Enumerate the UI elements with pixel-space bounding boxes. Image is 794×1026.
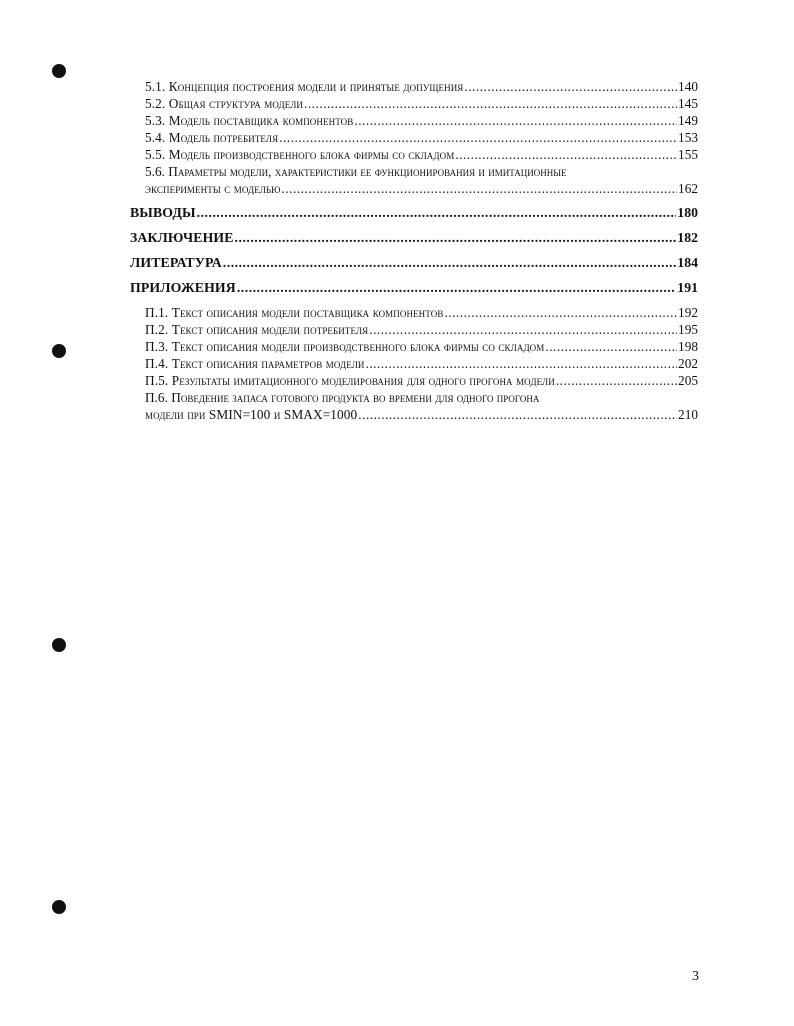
punch-hole-4 [52,900,66,914]
toc-entry-page: 162 [678,181,698,196]
toc-entry-title: ПРИЛОЖЕНИЯ [130,280,236,295]
toc-entry-page: 202 [678,356,698,371]
toc-entry-p6[interactable] [145,406,698,423]
toc-entry-page: 198 [678,339,698,354]
dot-leader [369,321,677,336]
toc-entry-p4[interactable] [145,355,698,372]
toc-entry-title: модели при SMIN=100 и SMAX=1000 [145,407,358,422]
toc-entry-title: П.2. Текст описания модели потребителя [145,322,369,337]
toc-entry-5-5[interactable] [145,146,698,163]
toc-entry-page: 205 [678,373,698,388]
toc-entry-5-4[interactable] [145,129,698,146]
dot-leader [358,406,677,421]
toc-entry-title: П.1. Текст описания модели поставщика компонентов [145,305,444,320]
toc-entry-p3[interactable] [145,338,698,355]
toc-entry-page: 180 [677,205,698,220]
toc-entry-p6-line1[interactable]: П.6. Поведение запаса готового продукта во времени для одного прогона [145,390,540,405]
punch-hole-1 [52,64,66,78]
dot-leader [464,78,677,93]
toc-entry-title: 5.1. Концепция построения модели и принятые допущения [145,79,464,94]
dot-leader [366,355,678,370]
toc-entry-conclusions[interactable] [130,204,698,221]
toc-entry-page: 192 [678,305,698,320]
toc-entry-p1[interactable] [145,304,698,321]
dot-leader [279,129,677,144]
toc-entry-title: 5.3. Модель поставщика компонентов [145,113,354,128]
toc-entry-page: 149 [678,113,698,128]
toc-entry-title: ЗАКЛЮЧЕНИЕ [130,230,234,245]
toc-entry-page: 195 [678,322,698,337]
toc-entry-title: 5.4. Модель потребителя [145,130,279,145]
page-number: 3 [692,969,699,984]
dot-leader [197,204,677,219]
dot-leader [304,95,677,110]
toc-entry-title: П.5. Результаты имитационного моделирования для одного прогона модели [145,373,555,388]
toc-entry-title: 5.5. Модель производственного блока фирмы со складом [145,147,455,162]
toc-entry-title: 5.2. Общая структура модели [145,96,304,111]
toc-entry-5-6-line1[interactable]: 5.6. Параметры модели, характеристики ее функционирования и имитационные [145,164,567,179]
toc-entry-page: 210 [678,407,698,422]
toc-entry-page: 184 [677,255,698,270]
punch-hole-2 [52,344,66,358]
toc-entry-title: эксперименты с моделью [145,181,281,196]
dot-leader [223,254,677,269]
toc-entry-p5[interactable] [145,372,698,389]
dot-leader [235,229,677,244]
toc-entry-page: 182 [677,230,698,245]
dot-leader [354,112,677,127]
toc-entry-page: 153 [678,130,698,145]
dot-leader [545,338,677,353]
toc-entry-page: 145 [678,96,698,111]
toc-entry-title: П.4. Текст описания параметров модели [145,356,365,371]
dot-leader [455,146,677,161]
dot-leader [237,279,676,294]
toc-entry-p2[interactable] [145,321,698,338]
toc-entry-5-6[interactable] [145,180,698,197]
toc-entry-title: ЛИТЕРАТУРА [130,255,222,270]
toc-entry-page: 191 [677,280,698,295]
dot-leader [444,304,677,319]
toc-entry-page: 140 [678,79,698,94]
toc-entry-title: ВЫВОДЫ [130,205,196,220]
toc-entry-5-3[interactable] [145,112,698,129]
punch-hole-3 [52,638,66,652]
toc-entry-page: 155 [678,147,698,162]
toc-entry-5-2[interactable] [145,95,698,112]
dot-leader [282,180,678,195]
toc-entry-5-1[interactable] [145,78,698,95]
dot-leader [556,372,677,387]
toc-entry-final-remarks[interactable] [130,229,698,246]
toc-entry-appendices[interactable] [130,279,698,296]
toc-entry-title: П.3. Текст описания модели производственного блока фирмы со складом [145,339,545,354]
toc-entry-literature[interactable] [130,254,698,271]
